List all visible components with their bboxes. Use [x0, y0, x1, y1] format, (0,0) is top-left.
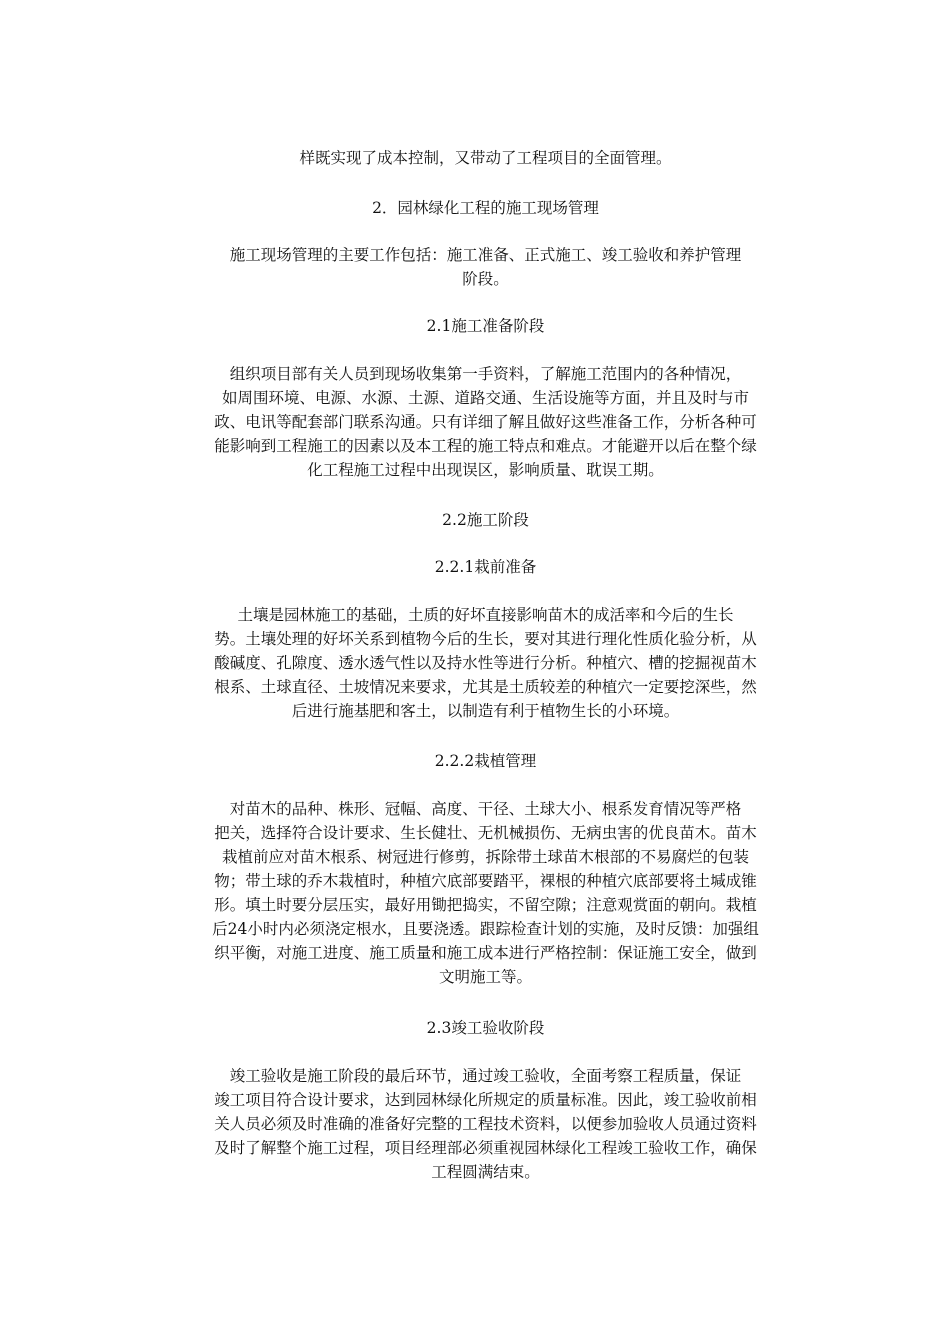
intro-line: 样既实现了成本控制，又带动了工程项目的全面管理。 [299, 149, 672, 167]
section-heading-2: 2．园林绿化工程的施工现场管理 [372, 199, 599, 217]
section-heading-2-1: 2.1施工准备阶段 [426, 317, 545, 335]
preparation-paragraph: 组织项目部有关人员到现场收集第一手资料，了解施工范围内的各种情况， 如周围环境、电源、水源、土源、道路交通、生活设施等方面，并且及时与市 政、电讯等配套部门联系沟通。只有详细了解且做好这些准备工作，分析各种可 能影响到工程施工的因素以及本工程的施工特点和难点。才能避开以后在整个绿 化工程施工过程中出现误区，影响质量、耽误工期。 [214, 365, 757, 479]
section-heading-2-3: 2.3竣工验收阶段 [426, 1019, 545, 1037]
section-heading-2-2: 2.2施工阶段 [442, 511, 529, 529]
section-heading-2-2-1: 2.2.1栽前准备 [434, 558, 537, 576]
soil-paragraph: 土壤是园林施工的基础，土质的好坏直接影响苗木的成活率和今后的生长 势。土壤处理的好坏关系到植物今后的生长，要对其进行理化性质化验分析，从 酸碱度、孔隙度、透水透气性以及持水性等进行分析。种植穴、槽的挖掘视苗木 根系、土球直径、土坡情况来要求，尤其是土质较差的种植穴一定要挖深些，然 后进行施基肥和客土，以制造有利于植物生长的小环境。 [214, 606, 757, 720]
acceptance-paragraph: 竣工验收是施工阶段的最后环节，通过竣工验收，全面考察工程质量，保证 竣工项目符合设计要求，达到园林绿化所规定的质量标准。因此，竣工验收前相 关人员必须及时准确的准备好完整的工程技术资料，以便参加验收人员通过资料 及时了解整个施工过程，项目经理部必须重视园林绿化工程竣工验收工作，确保 工程圆满结束。 [214, 1067, 757, 1181]
planting-paragraph: 对苗木的品种、株形、冠幅、高度、干径、土球大小、根系发育情况等严格 把关，选择符合设计要求、生长健壮、无机械损伤、无病虫害的优良苗木。苗木 栽植前应对苗木根系、树冠进行修剪，拆除带土球苗木根部的不易腐烂的包装 物；带土球的乔木栽植时，种植穴底部要踏平，裸根的种植穴底部要将土堿成锥 形。填土时要分层压实，最好用锄把捣实，不留空隙；注意观赏面的朝向。栽植 后24小时内必须浇定根水，且要浇透。跟踪检查计划的实施，及时反馈：加强组 织平衡，对施工进度、施工质量和施工成本进行严格控制：保证施工安全，做到 文明施工等。 [212, 800, 759, 986]
overview-paragraph: 施工现场管理的主要工作包括：施工准备、正式施工、竣工验收和养护管理 阶段。 [229, 246, 742, 288]
section-heading-2-2-2: 2.2.2栽植管理 [434, 752, 537, 770]
